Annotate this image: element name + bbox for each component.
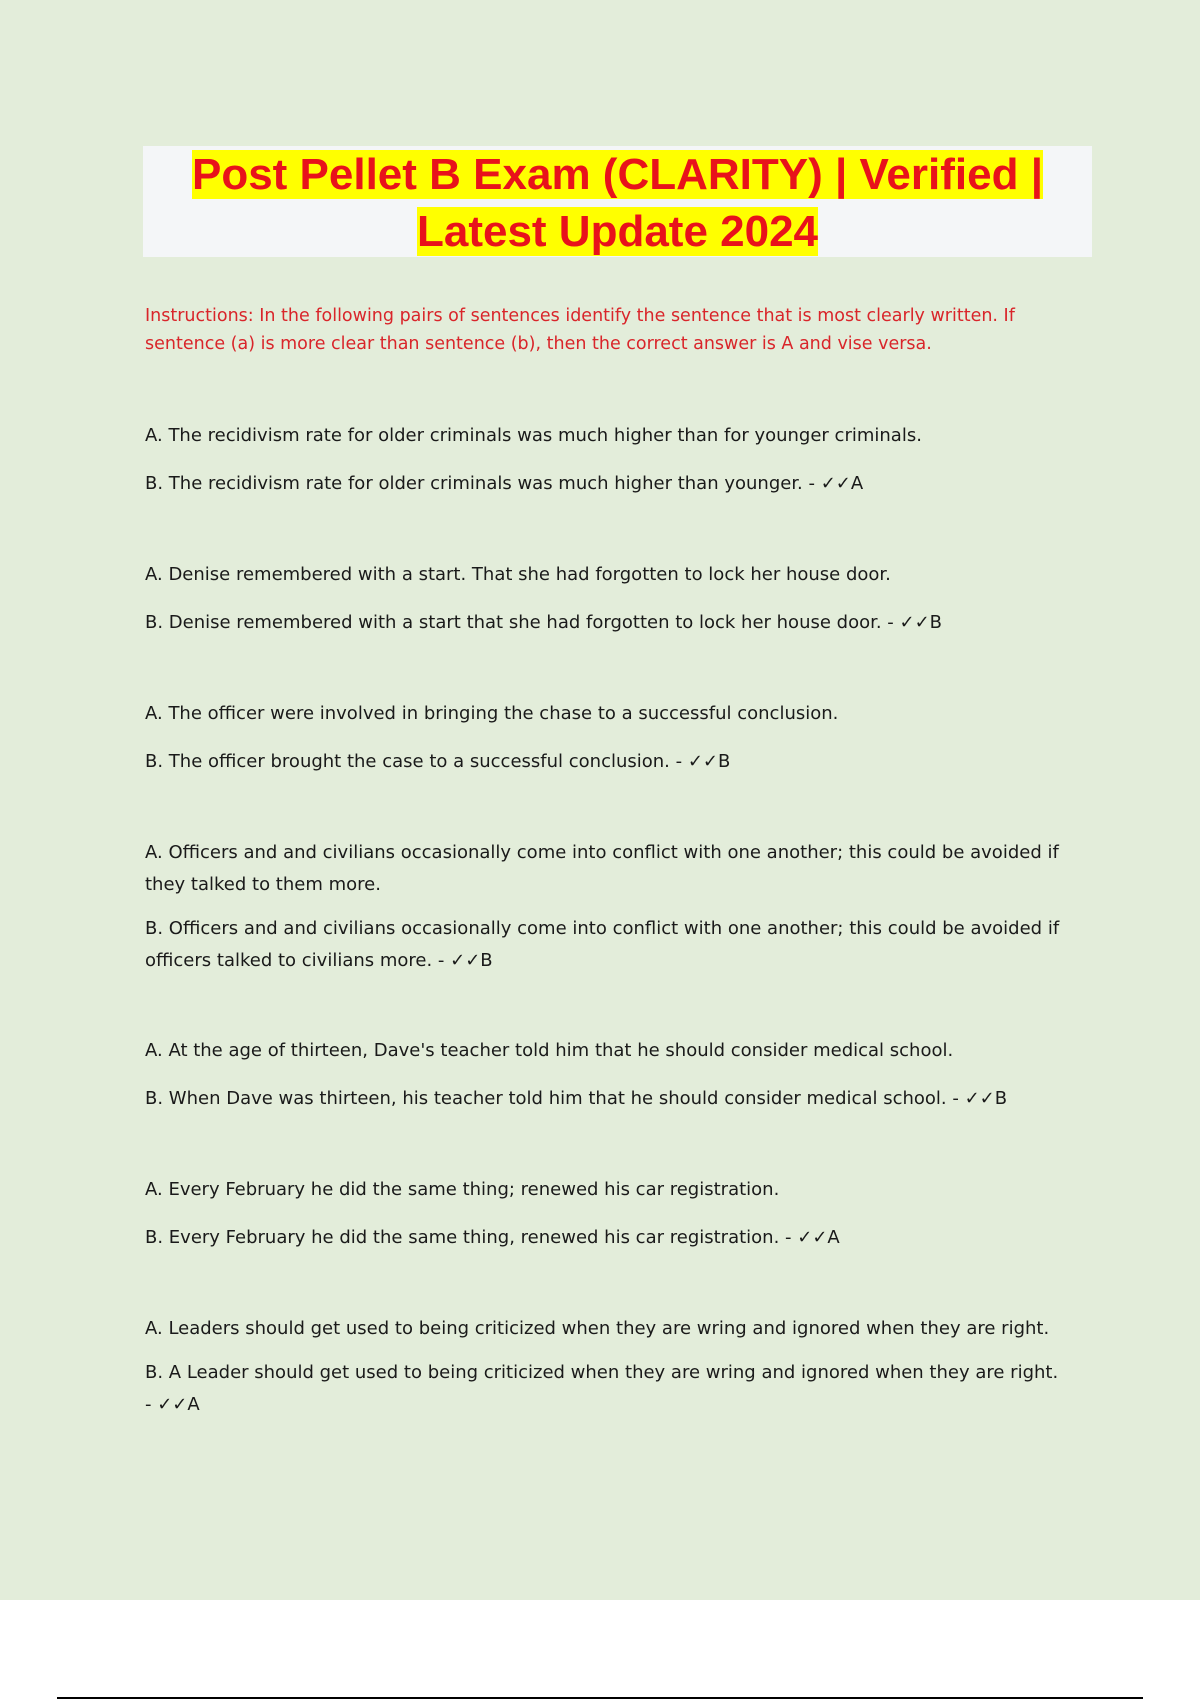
question-pair-7 bbox=[145, 1313, 1070, 1421]
option-a: A. Every February he did the same thing; renewed his car registration. bbox=[145, 1179, 780, 1200]
question-pair-1 bbox=[145, 420, 1070, 500]
option-a: A. Leaders should get used to being criticized when they are wring and ignored when they are right. bbox=[145, 1318, 1050, 1339]
option-b-answer: B. The officer brought the case to a successful conclusion. - ✓✓B bbox=[145, 751, 731, 772]
option-b-answer: B. Denise remembered with a start that she had forgotten to lock her house door. - ✓✓B bbox=[145, 612, 943, 633]
option-a: A. At the age of thirteen, Dave's teacher told him that he should consider medical school. bbox=[145, 1040, 954, 1061]
question-pair-2 bbox=[145, 559, 1070, 639]
option-b-answer: B. Officers and and civilians occasionally come into conflict with one another; this could be avoided if officers talked to civilians more. - ✓✓B bbox=[145, 918, 1060, 971]
page-title bbox=[143, 146, 1092, 257]
title-line-1: Post Pellet B Exam (CLARITY) | Verified | bbox=[191, 150, 1044, 199]
option-a: A. The recidivism rate for older criminals was much higher than for younger criminals. bbox=[145, 425, 922, 446]
option-a: A. Officers and and civilians occasionally come into conflict with one another; this could be avoided if they talked to them more. bbox=[145, 842, 1059, 895]
question-pair-3 bbox=[145, 698, 1070, 778]
option-b-answer: B. When Dave was thirteen, his teacher told him that he should consider medical school. - ✓✓B bbox=[145, 1088, 1008, 1109]
option-b-answer: B. Every February he did the same thing, renewed his car registration. - ✓✓A bbox=[145, 1227, 840, 1248]
option-b-answer: B. The recidivism rate for older criminals was much higher than younger. - ✓✓A bbox=[145, 473, 864, 494]
option-b-answer: B. A Leader should get used to being criticized when they are wring and ignored when they are right. - ✓✓A bbox=[145, 1362, 1059, 1415]
title-line-2: Latest Update 2024 bbox=[416, 207, 819, 256]
question-pair-6 bbox=[145, 1174, 1070, 1254]
instructions-text: Instructions: In the following pairs of sentences identify the sentence that is most clearly written. If sentence (a) is more clear than sentence (b), then the correct answer is A and vise versa. bbox=[145, 306, 1015, 354]
question-pair-4 bbox=[145, 837, 1070, 977]
option-a: A. The officer were involved in bringing the chase to a successful conclusion. bbox=[145, 703, 839, 724]
option-a: A. Denise remembered with a start. That she had forgotten to lock her house door. bbox=[145, 564, 891, 585]
bottom-divider bbox=[57, 1697, 1143, 1699]
question-pair-5 bbox=[145, 1035, 1070, 1115]
